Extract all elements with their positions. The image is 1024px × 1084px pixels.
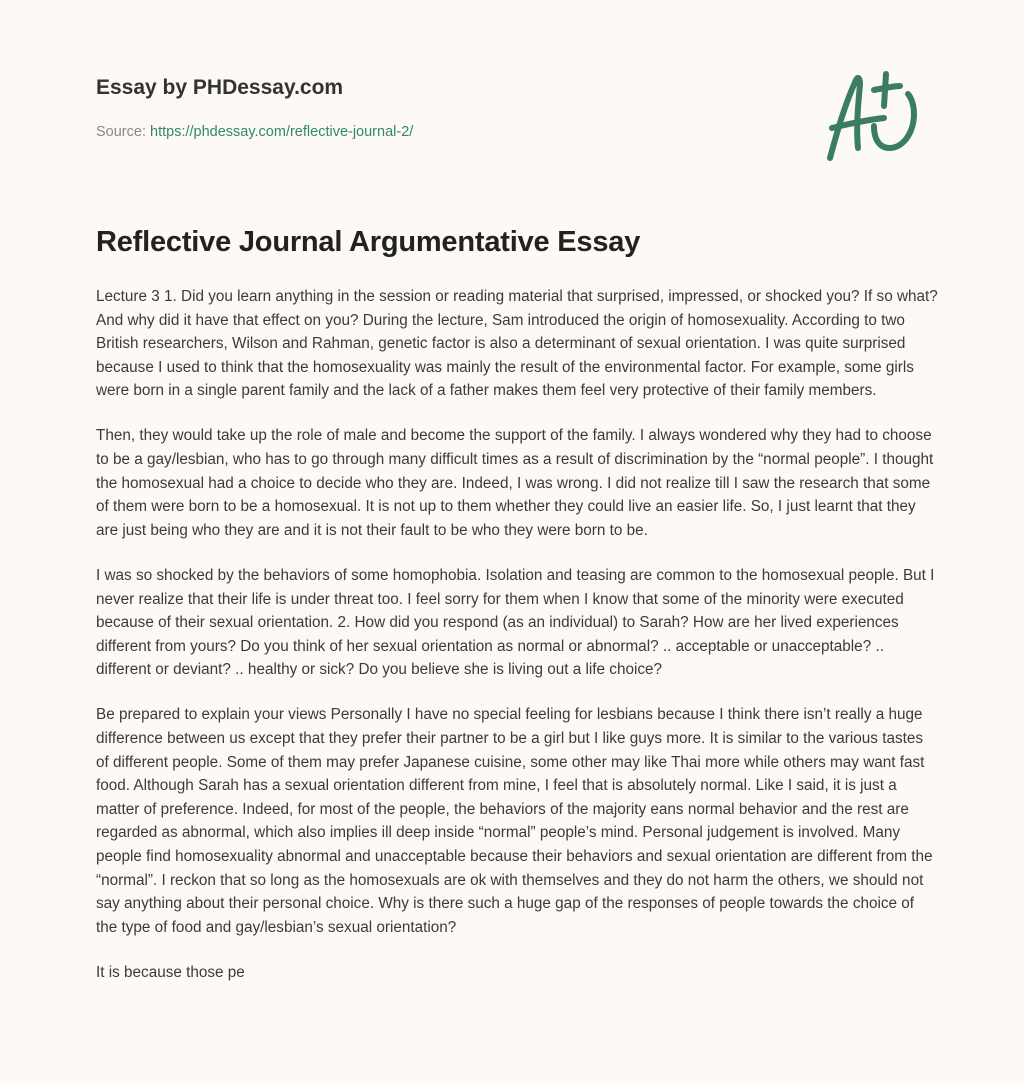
source-line (96, 124, 413, 140)
essay-title: Reflective Journal Argumentative Essay (96, 226, 641, 258)
site-brand: Essay by PHDessay.com (96, 76, 344, 99)
essay-paragraph: Be prepared to explain your views Personally I have no special feeling for lesbians because I think there isn’t really a huge difference between us except that they prefer their partner to be a girl but I like guys more. It is similar to the various tastes of different people. Some of them may prefer Japanese cuisine, some other may like Thai more while others may want fast food. Although Sarah has a sexual orientation different from mine, I feel that is absolutely normal. Like I said, it is just a matter of preference. Indeed, for most of the people, the behaviors of the majority eans normal behavior and the rest are regarded as abnormal, which also implies ill deep inside “normal” people’s mind. Personal judgement is involved. Many people find homosexuality abnormal and unacceptable because their behaviors and sexual orientation are different from the “normal”. I reckon that so long as the homosexuals are ok with themselves and they do not harm the others, we should not say anything about their personal choice. Why is there such a huge gap of the responses of people towards the choice of the type of food and gay/lesbian’s sexual orientation? (96, 706, 933, 936)
a-plus-logo-icon (818, 66, 928, 166)
essay-paragraph-truncated: It is because those pe (96, 963, 245, 981)
essay-paragraph: Lecture 3 1. Did you learn anything in the session or reading material that surprised, impressed, or shocked you? If so what? And why did it have that effect on you? During the lecture, Sam introduced the origin of homosexuality. According to two British researchers, Wilson and Rahman, genetic factor is also a determinant of sexual orientation. I was quite surprised because I used to think that the homosexuality was mainly the result of the environmental factor. For example, some girls were born in a single parent family and the lack of a father makes them feel very protective of their family members. (96, 288, 938, 400)
source-link[interactable]: https://phdessay.com/reflective-journal-2/ (150, 124, 414, 140)
essay-paragraph: I was so shocked by the behaviors of some homophobia. Isolation and teasing are common to the homosexual people. But I never realize that their life is under threat too. I feel sorry for them when I know that some of the minority were executed because of their sexual orientation. 2. How did you respond (as an individual) to Sarah? How are her lived experiences different from yours? Do you think of her sexual orientation as normal or abnormal? .. acceptable or unacceptable? .. different or deviant? .. healthy or sick? Do you believe she is living out a life choice? (96, 566, 935, 679)
essay-paragraph: Then, they would take up the role of male and become the support of the family. I always wondered why they had to choose to be a gay/lesbian, who has to go through many difficult times as a result of discrimination by the “normal people”. I thought the homosexual had a choice to decide who they are. Indeed, I was wrong. I did not realize till I saw the research that some of them were born to be a homosexual. It is not up to them whether they could live an easier life. So, I just learnt that they are just being who they are and it is not their fault to be who they were born to be. (96, 427, 934, 539)
source-label: Source: (96, 124, 146, 140)
essay-body (96, 285, 938, 1006)
